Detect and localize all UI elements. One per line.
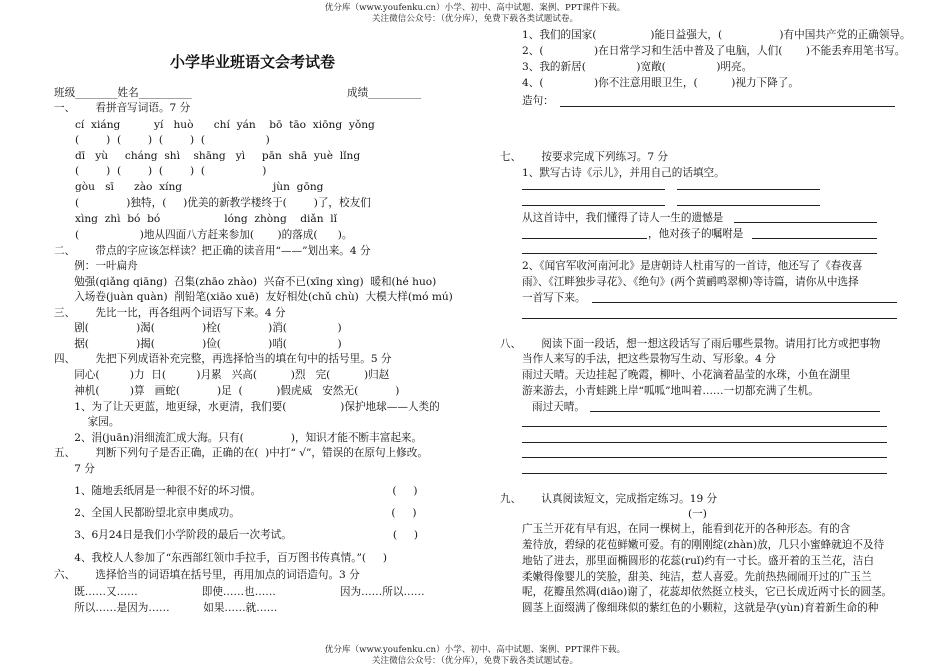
conjunction-options: 既……又…… 即使……也…… 因为……所以…… [54, 586, 425, 598]
poem-line[interactable] [677, 205, 820, 206]
poem-line[interactable] [522, 205, 665, 206]
word-compare-line[interactable]: 据( )揭( )俭( )哨( ) [54, 338, 342, 350]
poem-understanding: 从这首诗中，我们懂得了诗人一生的遗憾是 [522, 212, 724, 224]
section-1-heading: 一、 看拼音写词语。7 分 [54, 102, 191, 114]
section-4-heading: 四、 先把下列成语补充完整，再选择恰当的填在句中的括号里。5 分 [54, 353, 392, 365]
sentence-line[interactable]: ( )独特，( )优美的新教学楼终于( )了，校友们 [75, 197, 371, 209]
passage-text: 广玉兰开花有早有迟，在同一棵树上，能看到花开的各种形态。有的含 [522, 523, 851, 535]
pinyin-row: gòu sī zào xíng jùn gōng [75, 181, 324, 193]
sentence-line[interactable]: ( )地从四面八方赶来参加( )的落成( )。 [75, 229, 353, 241]
poem-task: 雨》、《江畔独步寻花》、《绝句》(两个黄鹂鸣翠柳)等诗篇，请你从中选择 [522, 276, 859, 288]
header-line-1: 优分库（www.youfenku.cn）小学、初中、高中试题、案例、PPT课件下载。 [324, 3, 626, 13]
answer-line[interactable] [522, 442, 887, 443]
answer-line[interactable] [734, 222, 877, 223]
poem-task: 2、《闻官军收河南河北》是唐朝诗人杜甫写的一首诗，他还写了《春夜喜 [522, 260, 863, 272]
poem-task: 一首写下来。 [522, 292, 586, 304]
answer-line[interactable] [590, 411, 880, 412]
section-3-heading: 三、 先比一比，再各组两个词语写下来。4 分 [54, 307, 286, 319]
judgement-item[interactable]: 1、随地丢纸屑是一种很不好的坏习惯。 ( ) [54, 485, 418, 497]
section-7-heading: 七、 按要求完成下列练习。7 分 [500, 151, 669, 163]
passage-number: (一) [688, 508, 707, 520]
idiom-blanks-line[interactable]: 同心( )力 日( )月累 兴高( )烈 完( )归赵 [54, 369, 390, 381]
footer-line-2: 关注微信公众号：（优分库），免费下载各类试题试卷。 [371, 656, 579, 666]
passage-text: 圆茎上面缀满了像细珠似的紫红色的小颗粒，这就是孕(yùn)育着新生命的种 [522, 602, 879, 614]
pinyin-row: dī yù cháng shì shāng yì pān shā yuè lǐng [75, 150, 361, 162]
answer-line[interactable] [522, 253, 877, 254]
right-column [470, 0, 950, 671]
judgement-item[interactable]: 2、全国人民都盼望北京申奥成功。 ( ) [54, 507, 417, 519]
sentence-making-label: 造句： [522, 95, 554, 107]
left-column [0, 0, 470, 671]
sentence-line[interactable]: 2、涓(juān)涓细流汇成大海。只有( )，知识才能不断丰富起来。 [54, 432, 423, 444]
passage-text: 地钻了进去，那里面椭圆形的花蕊(ruǐ)约有一寸长。盛开着的玉兰花，洁白 [522, 555, 874, 567]
answer-line[interactable] [592, 302, 897, 303]
fill-sentence[interactable]: 3、我的新居( )宽敞( )明亮。 [522, 61, 753, 73]
score-field[interactable]: 成绩__________ [347, 87, 422, 99]
poem-line[interactable] [677, 189, 820, 190]
pinyin-row: xìng zhì bó bó lóng zhòng diǎn lǐ [75, 213, 338, 225]
answer-line[interactable] [522, 457, 887, 458]
answer-blanks-row[interactable]: ( ) ( ) ( ) ( ) [75, 134, 270, 146]
pinyin-row: cí xiáng yí huò chí yán bō tāo xiōng yǒng [75, 119, 375, 131]
passage-text: 呢，花瓣虽然凋(diāo)谢了，花蕊却依然挺立枝头，它已长成近两寸长的圆茎。 [522, 586, 893, 598]
rewrite-start: 雨过天晴。 [532, 401, 585, 413]
class-name-field[interactable]: 班级________姓名__________ [54, 87, 192, 99]
idiom-blanks-line[interactable]: 神机( )算 画蛇( )足 ( )假虎威 安然无( ) [54, 385, 400, 397]
passage-text: 羞待放，碧绿的花苞鲜嫩可爱。有的刚刚绽(zhàn)放，几只小蜜蜂就迫不及待 [522, 539, 885, 551]
poem-understanding: ，他对孩子的嘱咐是 [648, 228, 744, 240]
page-title: 小学毕业班语文会考试卷 [170, 53, 336, 71]
sentence-line[interactable]: 1、为了让天更蓝，地更绿，水更清，我们要( )保护地球——人类的 [54, 401, 440, 413]
section-6-heading: 六、 选择恰当的词语填在括号里，再用加点的词语造句。3 分 [54, 569, 360, 581]
section-5-score: 7 分 [54, 463, 95, 475]
fill-sentence[interactable]: 2、( )在日常学习和生活中普及了电脑，人们( )不能丢弃用笔书写。 [522, 45, 906, 57]
poem-line[interactable] [522, 189, 665, 190]
judgement-item[interactable]: 4、我校人人参加了“东西部红领巾手拉手，百万图书传真情。”( ) [54, 552, 388, 564]
section-2-heading: 二、 带点的字应该怎样读？把正确的读音用“——”划出来。4 分 [54, 245, 371, 257]
answer-line[interactable] [522, 426, 887, 427]
fill-sentence[interactable]: 4、( )你不注意用眼卫生，( )视力下降了。 [522, 77, 799, 89]
example-line: 例：一叶扁舟 [54, 260, 138, 272]
sentence-making-line[interactable] [560, 106, 895, 107]
passage-text: 柔嫩得像婴儿的笑脸，甜美、纯洁，惹人喜爱。先前热热闹闹开过的广玉兰 [522, 571, 872, 583]
answer-line[interactable] [522, 238, 647, 239]
answer-line[interactable] [522, 318, 897, 319]
judgement-item[interactable]: 3、6月24日是我们小学阶段的最后一次考试。 ( ) [54, 529, 418, 541]
reading-choices-line[interactable]: 入场卷(juàn quàn) 削铅笔(xiāo xuē) 友好相处(chǔ chù) 大模大样(mó mú) [54, 291, 453, 303]
conjunction-options: 所以……是因为…… 如果……就…… [54, 602, 278, 614]
word-compare-line[interactable]: 剧( )渴( )栓( )消( ) [54, 322, 342, 334]
reading-choices-line[interactable]: 勉强(qiǎng qiāng) 召集(zhāo zhào) 兴奋不已(xīng xìng) 暖和(hé huo) [54, 276, 437, 288]
footer-line-1: 优分库（www.youfenku.cn）小学、初中、高中试题、案例、PPT课件下载。 [324, 645, 626, 655]
section-5-heading: 五、 判断下列句子是否正确，正确的在( )中打“ √”，错误的在原句上修改。 [54, 447, 428, 459]
sentence-line: 家园。 [54, 416, 120, 428]
section-9-heading: 九、 认真阅读短文，完成指定练习。19 分 [500, 493, 718, 505]
reading-passage: 游来游去，小青蛙跳上岸“呱呱”地叫着……一切都充满了生机。 [522, 385, 819, 397]
reading-passage: 雨过天晴。天边挂起了晚霞，柳叶、小花滴着晶莹的水珠，小鱼在湖里 [522, 369, 851, 381]
section-8-instructions: 当作人来写的手法，把这些景物写生动、写形象。4 分 [522, 353, 776, 365]
fill-sentence[interactable]: 1、我们的国家( )能日益强大，( )有中国共产党的正确领导。 [522, 29, 911, 41]
answer-line[interactable] [522, 473, 887, 474]
answer-line[interactable] [752, 238, 877, 239]
header-line-2: 关注微信公众号：（优分库），免费下载各类试题试卷。 [371, 14, 579, 24]
answer-blanks-row[interactable]: ( ) ( ) ( ) ( ) [75, 165, 267, 177]
poem-task: 1、默写古诗《示儿》，并用自己的话填空。 [522, 167, 725, 179]
section-8-heading: 八、 阅读下面一段话，想一想这段话写了雨后哪些景物。请用打比方或把事物 [500, 338, 881, 350]
page-footer [0, 645, 950, 667]
